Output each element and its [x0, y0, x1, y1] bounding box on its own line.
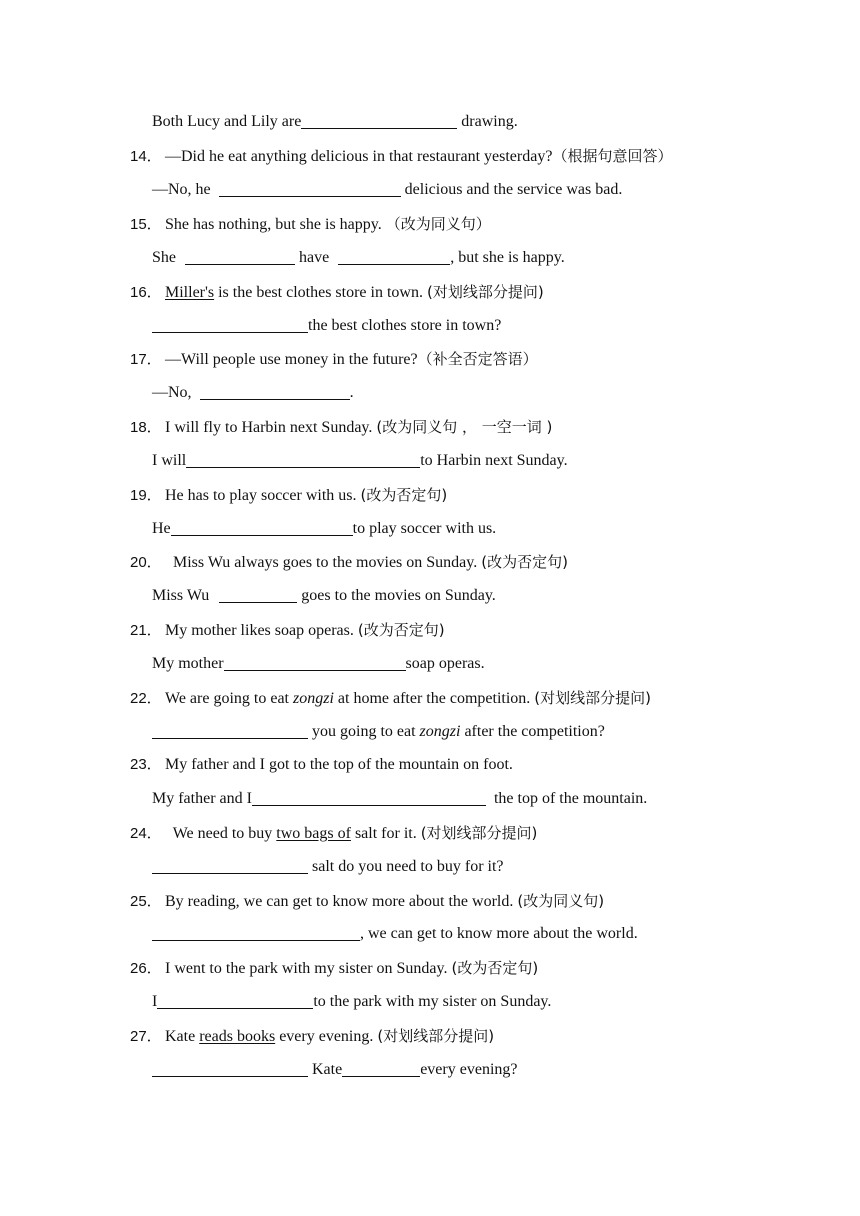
answer-line-21 [152, 652, 485, 676]
answer-line-26 [152, 990, 551, 1014]
instruction-text: (对划线部分提问) [534, 689, 651, 707]
answer-text: salt do you need to buy for it? [308, 858, 504, 875]
question-number: 14． [130, 148, 162, 165]
instruction-text: （补全否定答语） [417, 350, 538, 368]
italic-word: zongzi [293, 690, 334, 707]
instruction-text: (对划线部分提问) [420, 824, 538, 842]
question-27 [130, 1024, 494, 1048]
question-24 [130, 821, 537, 845]
answer-blank[interactable] [219, 181, 401, 197]
answer-text: I [152, 993, 158, 1010]
answer-blank[interactable] [171, 520, 353, 536]
answer-text: goes to the movies on Sunday. [297, 587, 496, 604]
question-text: is the best clothes store in town. [214, 284, 427, 301]
question-20 [130, 550, 568, 574]
answer-text: Both Lucy and Lily are [152, 113, 302, 130]
question-26 [130, 956, 538, 980]
question-text: I went to the park with my sister on Sunday. [165, 960, 452, 977]
question-number: 20． [130, 554, 162, 571]
question-number: 27． [130, 1028, 162, 1045]
question-text: He has to play soccer with us. [165, 487, 361, 504]
answer-text: I will [152, 452, 187, 469]
italic-word: zongzi [419, 723, 461, 740]
underlined-phrase: reads books [199, 1028, 276, 1045]
question-22 [130, 686, 651, 710]
answer-line-27 [152, 1058, 517, 1082]
answer-blank[interactable] [186, 452, 420, 468]
answer-line-24 [152, 855, 504, 879]
answer-text: , we can get to know more about the world. [360, 925, 638, 942]
answer-line-14 [152, 178, 622, 202]
answer-line-15 [152, 246, 565, 270]
question-number: 25． [130, 893, 162, 910]
answer-text: drawing. [457, 113, 518, 130]
answer-text: delicious and the service was bad. [400, 181, 623, 198]
answer-text: —No, he [152, 181, 215, 198]
question-text: My father and I got to the top of the mountain on foot. [165, 756, 513, 773]
answer-text: you going to eat [308, 723, 420, 740]
question-25 [130, 889, 604, 913]
question-number: 21． [130, 622, 162, 639]
question-text: Miss Wu always goes to the movies on Sunday. [165, 554, 482, 571]
answer-text: to Harbin next Sunday. [420, 452, 568, 469]
question-text: salt for it. [350, 825, 421, 842]
instruction-text: (改为否定句) [357, 621, 445, 639]
question-14 [130, 144, 672, 168]
question-18 [130, 415, 552, 439]
question-number: 18． [130, 419, 162, 436]
question-text: My mother likes soap operas. [165, 622, 358, 639]
instruction-text: （根据句意回答） [552, 147, 673, 165]
instruction-text: (对划线部分提问) [377, 1027, 495, 1045]
answer-blank[interactable] [301, 113, 457, 129]
question-15 [130, 212, 491, 236]
question-text: We are going to eat [165, 690, 293, 707]
question-number: 23． [130, 756, 162, 773]
question-19 [130, 483, 447, 507]
answer-text: have [295, 249, 334, 266]
instruction-text: (改为同义句 ， 一空一词 ) [376, 418, 553, 436]
question-number: 19． [130, 487, 162, 504]
answer-text: He [152, 520, 171, 537]
answer-text: the top of the mountain. [485, 790, 648, 807]
answer-line-13 [152, 110, 518, 134]
answer-text: , but she is happy. [450, 249, 565, 266]
question-23 [130, 753, 513, 777]
answer-blank[interactable] [219, 587, 297, 603]
answer-text: Kate [308, 1061, 343, 1078]
instruction-text: （改为同义句） [385, 215, 491, 233]
answer-blank[interactable] [338, 249, 450, 265]
question-text: Kate [165, 1028, 200, 1045]
answer-text: after the competition? [460, 723, 605, 740]
answer-line-23 [152, 787, 647, 811]
question-text: —Did he eat anything delicious in that restaurant yesterday? [165, 148, 553, 165]
answer-line-18 [152, 449, 568, 473]
question-number: 22． [130, 690, 162, 707]
answer-blank[interactable] [152, 723, 308, 739]
underlined-phrase: two bags of [276, 825, 351, 842]
answer-blank[interactable] [185, 249, 295, 265]
answer-blank[interactable] [200, 384, 350, 400]
answer-line-25 [152, 922, 638, 946]
question-text: —Will people use money in the future? [165, 351, 418, 368]
question-number: 15． [130, 216, 162, 233]
answer-text: My mother [152, 655, 224, 672]
question-text: at home after the competition. [333, 690, 535, 707]
answer-text: My father and I [152, 790, 252, 807]
instruction-text: (改为否定句) [481, 553, 568, 571]
instruction-text: (改为同义句) [517, 892, 605, 910]
instruction-text: (对划线部分提问) [426, 283, 544, 301]
answer-blank[interactable] [152, 925, 360, 941]
answer-text: . [349, 384, 354, 401]
instruction-text: (改为否定句) [451, 959, 539, 977]
question-16 [130, 280, 544, 304]
answer-text: the best clothes store in town? [308, 317, 502, 334]
answer-text: Miss Wu [152, 587, 214, 604]
answer-blank[interactable] [157, 993, 313, 1009]
question-17 [130, 347, 538, 371]
answer-text: —No, [152, 384, 196, 401]
question-text: We need to buy [165, 825, 277, 842]
answer-line-17 [152, 381, 354, 405]
answer-blank[interactable] [152, 317, 308, 333]
answer-blank[interactable] [152, 858, 308, 874]
question-number: 26． [130, 960, 162, 977]
instruction-text: (改为否定句) [360, 486, 448, 504]
answer-text: to the park with my sister on Sunday. [313, 993, 552, 1010]
answer-text: She [152, 249, 180, 266]
answer-line-22 [152, 720, 605, 744]
question-text: every evening. [275, 1028, 378, 1045]
answer-blank[interactable] [342, 1061, 420, 1077]
answer-line-19 [152, 517, 496, 541]
question-number: 17． [130, 351, 162, 368]
question-number: 16． [130, 284, 162, 301]
answer-text: to play soccer with us. [352, 520, 497, 537]
question-text: I will fly to Harbin next Sunday. [165, 419, 377, 436]
answer-line-20 [152, 584, 496, 608]
question-number: 24． [130, 825, 162, 842]
answer-blank[interactable] [224, 655, 406, 671]
question-text: By reading, we can get to know more about the world. [165, 893, 518, 910]
answer-line-16 [152, 314, 501, 338]
answer-blank[interactable] [252, 790, 486, 806]
answer-blank[interactable] [152, 1061, 308, 1077]
question-text: She has nothing, but she is happy. [165, 216, 386, 233]
question-21 [130, 618, 445, 642]
answer-text: soap operas. [405, 655, 485, 672]
underlined-phrase: Miller's [165, 284, 215, 301]
answer-text: every evening? [420, 1061, 518, 1078]
